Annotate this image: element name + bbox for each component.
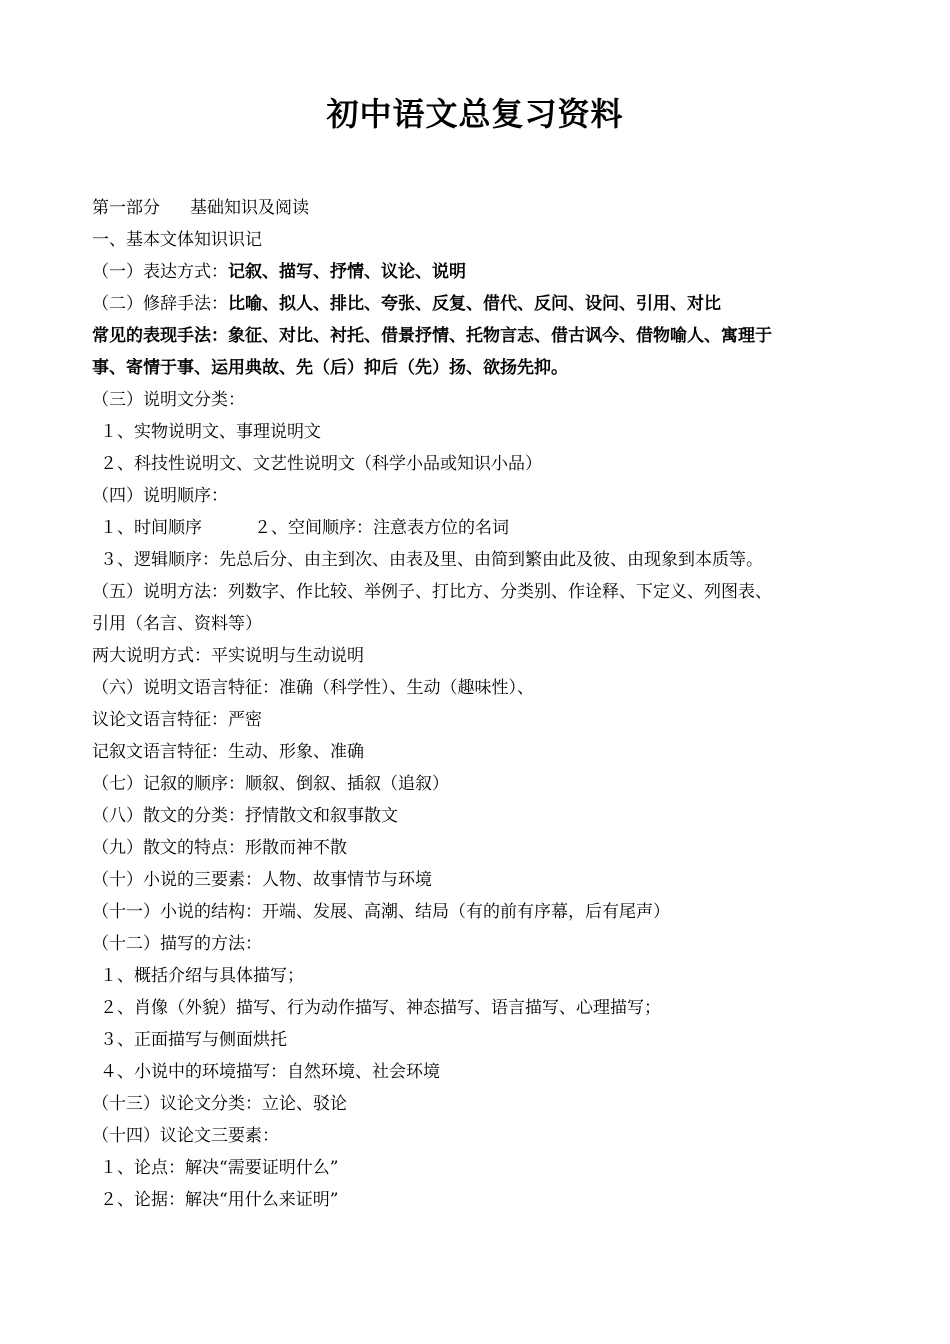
part-name: 基础知识及阅读	[190, 198, 309, 218]
item-rhetoric	[92, 288, 862, 320]
item-expository-methods-line2: 引用（名言、资料等）	[92, 614, 262, 634]
text-line: （八）散文的分类：抒情散文和叙事散文	[92, 806, 398, 826]
list-item-time: １、时间顺序	[100, 518, 202, 538]
list-item	[92, 512, 862, 544]
text-line: 议论文语言特征：严密	[92, 710, 262, 730]
text-line: （十）小说的三要素：人物、故事情节与环境	[92, 870, 432, 890]
item-label: （一）表达方式：	[92, 262, 228, 282]
list-item: ３、正面描写与侧面烘托	[100, 1030, 287, 1050]
list-item: １、论点：解决“需要证明什么”	[100, 1158, 339, 1178]
item-techniques-line1: 常见的表现手法：象征、对比、衬托、借景抒情、托物言志、借古讽今、借物喻人、寓理于	[92, 326, 772, 346]
text-line: （十二）描写的方法：	[92, 934, 262, 954]
list-item: ３、逻辑顺序：先总后分、由主到次、由表及里、由简到繁由此及彼、由现象到本质等。	[100, 550, 763, 570]
list-item: ４、小说中的环境描写：自然环境、社会环境	[100, 1062, 440, 1082]
list-item-space: ２、空间顺序：注意表方位的名词	[254, 518, 509, 538]
list-item: ２、论据：解决“用什么来证明”	[100, 1190, 339, 1210]
list-item: ２、科技性说明文、文艺性说明文（科学小品或知识小品）	[100, 454, 542, 474]
item-value: 记叙、描写、抒情、议论、说明	[228, 262, 466, 282]
item-expository-methods-line1: （五）说明方法：列数字、作比较、举例子、打比方、分类别、作诠释、下定义、列图表、	[92, 582, 772, 602]
text-line: 记叙文语言特征：生动、形象、准确	[92, 742, 364, 762]
text-line: （六）说明文语言特征：准确（科学性）、生动（趣味性）、	[92, 678, 534, 698]
part-number: 第一部分	[92, 198, 160, 218]
text-line: 两大说明方式：平实说明与生动说明	[92, 646, 364, 666]
item-value: 比喻、拟人、排比、夸张、反复、借代、反问、设问、引用、对比	[228, 294, 721, 314]
text-line: （九）散文的特点：形散而神不散	[92, 838, 347, 858]
list-item: １、概括介绍与具体描写；	[100, 966, 304, 986]
document-title: 初中语文总复习资料	[326, 95, 624, 133]
item-expository-types: （三）说明文分类：	[92, 390, 245, 410]
part-heading	[92, 192, 862, 224]
section-heading: 一、基本文体知识识记	[92, 230, 262, 250]
text-line: （十四）议论文三要素：	[92, 1126, 279, 1146]
text-line: （十一）小说的结构：开端、发展、高潮、结局（有的前有序幕，后有尾声）	[92, 902, 670, 922]
list-item: ２、肖像（外貌）描写、行为动作描写、神态描写、语言描写、心理描写；	[100, 998, 661, 1018]
text-line: （七）记叙的顺序：顺叙、倒叙、插叙（追叙）	[92, 774, 449, 794]
item-expression-modes	[92, 256, 862, 288]
item-techniques-line2: 事、寄情于事、运用典故、先（后）抑后（先）扬、欲扬先抑。	[92, 358, 568, 378]
item-label: （二）修辞手法：	[92, 294, 228, 314]
list-item: １、实物说明文、事理说明文	[100, 422, 321, 442]
document-body	[92, 192, 862, 1216]
item-expository-order: （四）说明顺序：	[92, 486, 228, 506]
text-line: （十三）议论文分类：立论、驳论	[92, 1094, 347, 1114]
